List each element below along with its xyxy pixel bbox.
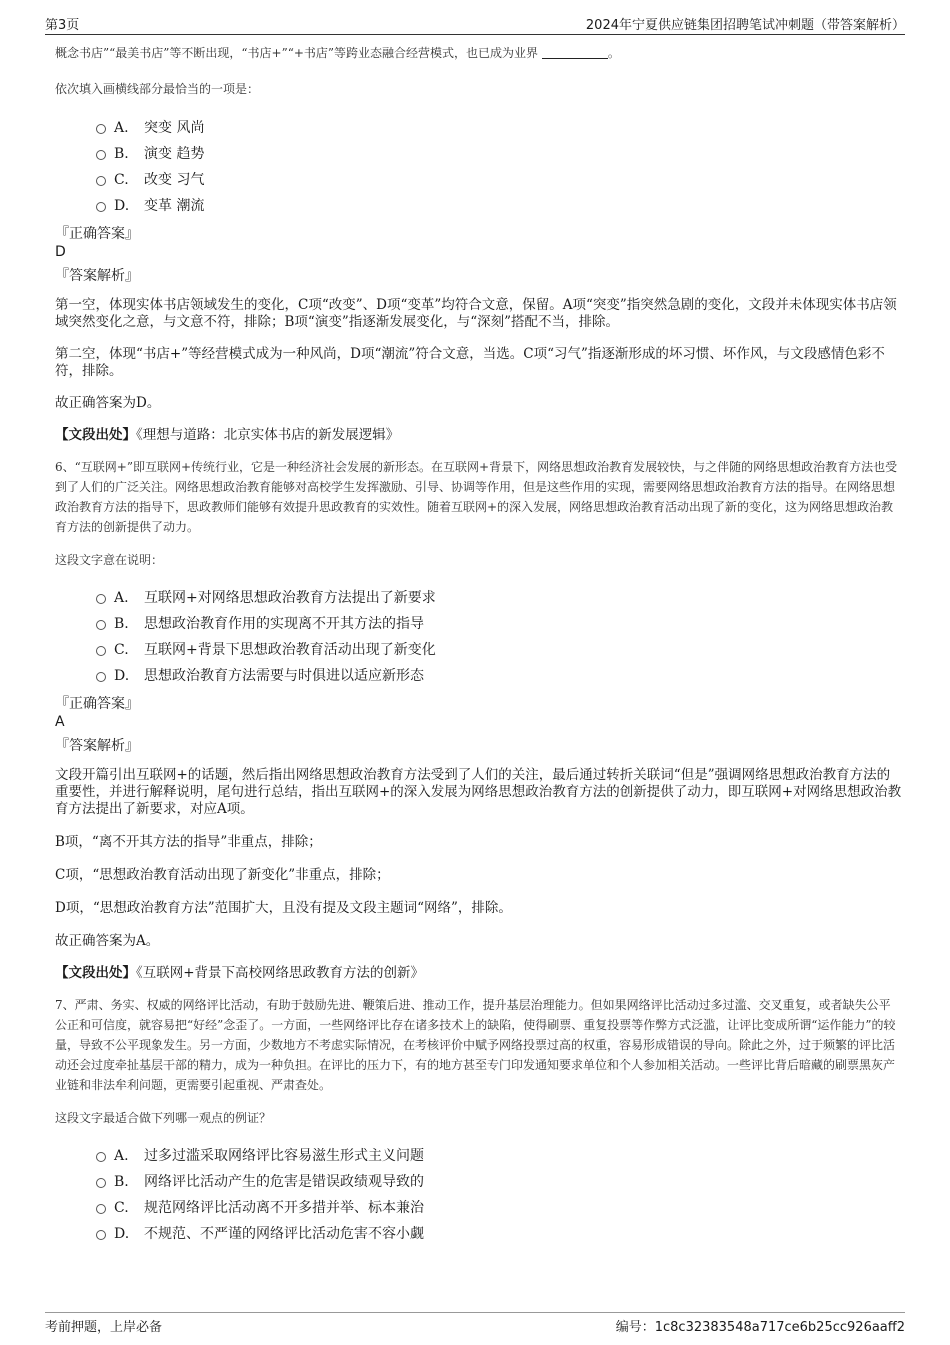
q6-prompt: 这段文字意在说明： <box>55 553 164 567</box>
q6-analysis-4: D项，“思想政治教育方法”范围扩大，且没有提及文段主题词“网络”，排除。 <box>55 900 512 916</box>
q7-options <box>55 1143 902 1247</box>
q6-answer-label: 『正确答案』 <box>55 696 139 712</box>
page-content <box>55 42 902 1247</box>
radio-icon[interactable] <box>96 646 106 656</box>
document-code: 编号：1c8c32383548a717ce6b25cc926aaff2 <box>615 1320 905 1335</box>
radio-icon[interactable] <box>96 1152 106 1162</box>
q6-source: 【文段出处】《互联网+背景下高校网络思政教育方法的创新》 <box>55 965 425 981</box>
document-title: 2024年宁夏供应链集团招聘笔试冲刺题（带答案解析） <box>585 18 905 33</box>
radio-icon[interactable] <box>96 124 106 134</box>
q6-option-a[interactable]: A . 互联网+对网络思想政治教育方法提出了新要求 <box>96 585 902 611</box>
q5-option-b[interactable]: B . 演变 趋势 <box>96 141 902 167</box>
q5-answer-label: 『正确答案』 <box>55 226 139 242</box>
q5-analysis-label: 『答案解析』 <box>55 268 139 284</box>
q7-text: 7、严肃、务实、权威的网络评比活动，有助于鼓励先进、鞭策后进、推动工作，提升基层治理能力。但如果网络评比活动过多过滥、交叉重复，或者缺失公平公正和可信度，就容易把“好经”念歪了。一方面，一些网络评比存在诸多技术上的缺陷，使得刷票、重复投票等作弊方式泛滥，让评比变成所谓“运作能力”的较量，导致不公平现象发生。另一方面，少数地方不考虑实际情况，在考核评价中赋予网络投票过高的权重，容易形成错误的导向。除此之外，过于频繁的评比活动还会过度牵扯基层干部的精力，成为一种负担。在评比的压力下，有的地方甚至专门印发通知要求单位和个人参加相关活动。一些评比背后暗藏的刷票黑灰产业链和非法牟利问题，更需要引起重视、严肃查处。 <box>55 998 896 1092</box>
q7-option-a[interactable]: A . 过多过滥采取网络评比容易滋生形式主义问题 <box>96 1143 902 1169</box>
q6-analysis-1: 文段开篇引出互联网+的话题，然后指出网络思想政治教育方法受到了人们的关注，最后通过转折关联词“但是”强调网络思想政治教育方法的重要性，并进行解释说明，尾句进行总结，指出互联网+的深入发展为网络思想政治教育方法的创新提供了动力，即互联网+对网络思想政治教育方法提出了新要求，对应A项。 <box>55 767 902 817</box>
q6-option-b[interactable]: B . 思想政治教育作用的实现离不开其方法的指导 <box>96 611 902 637</box>
q6-text: 6、“互联网+”即互联网+传统行业，它是一种经济社会发展的新形态。在互联网+背景下，网络思想政治教育发展较快，与之伴随的网络思想政治教育方法也受到了人们的广泛关注。网络思想政治教育能够对高校学生发挥激励、引导、协调等作用，但是这些作用的实现，需要网络思想政治教育方法的指导。在网络思想政治教育方法的指导下，思政教师们能够有效提升思政教育的实效性。随着互联网+的深入发展，网络思想政治教育活动出现了新的变化，这为网络思想政治教育方法的创新提供了动力。 <box>55 460 898 534</box>
q7-option-c[interactable]: C . 规范网络评比活动离不开多措并举、标本兼治 <box>96 1195 902 1221</box>
radio-icon[interactable] <box>96 620 106 630</box>
q5-option-d[interactable]: D . 变革 潮流 <box>96 193 902 219</box>
fill-blank <box>542 46 608 59</box>
q5-option-a[interactable]: A . 突变 风尚 <box>96 115 902 141</box>
q6-analysis-2: B项，“离不开其方法的指导”非重点，排除； <box>55 834 322 850</box>
q5-answer: D <box>55 244 66 260</box>
q5-option-c[interactable]: C . 改变 习气 <box>96 167 902 193</box>
q5-analysis-3: 故正确答案为D。 <box>55 395 161 411</box>
page-footer <box>45 1312 905 1333</box>
radio-icon[interactable] <box>96 672 106 682</box>
radio-icon[interactable] <box>96 176 106 186</box>
page-number: 第3页 <box>45 18 80 33</box>
q7-prompt: 这段文字最适合做下列哪一观点的例证？ <box>55 1111 272 1125</box>
q6-option-c[interactable]: C . 互联网+背景下思想政治教育活动出现了新变化 <box>96 637 902 663</box>
radio-icon[interactable] <box>96 150 106 160</box>
q6-analysis-5: 故正确答案为A。 <box>55 933 160 949</box>
q5-prompt: 依次填入画横线部分最恰当的一项是： <box>55 82 260 96</box>
page-header <box>45 12 905 35</box>
q5-text-tail: 概念书店”“最美书店”等不断出现，“书店+”“+书店”等跨业态融合经营模式，也已成为业界 。 <box>55 46 620 60</box>
q6-option-d[interactable]: D . 思想政治教育方法需要与时俱进以适应新形态 <box>96 663 902 689</box>
q7-option-b[interactable]: B . 网络评比活动产生的危害是错误政绩观导致的 <box>96 1169 902 1195</box>
q6-analysis-label: 『答案解析』 <box>55 738 139 754</box>
q6-answer: A <box>55 714 65 730</box>
q7-option-d[interactable]: D . 不规范、不严谨的网络评比活动危害不容小觑 <box>96 1221 902 1247</box>
radio-icon[interactable] <box>96 1178 106 1188</box>
radio-icon[interactable] <box>96 1204 106 1214</box>
q5-analysis-1: 第一空，体现实体书店领域发生的变化，C项“改变”、D项“变革”均符合文意，保留。A项“突变”指突然急剧的变化，文段并未体现实体书店领域突然变化之意，与文意不符，排除；B项“演变”指逐渐发展变化，与“深刻”搭配不当，排除。 <box>55 297 897 330</box>
q5-options <box>55 115 902 219</box>
q6-analysis-3: C项，“思想政治教育活动出现了新变化”非重点，排除； <box>55 867 390 883</box>
footer-slogan: 考前押题，上岸必备 <box>45 1320 163 1335</box>
radio-icon[interactable] <box>96 1230 106 1240</box>
q5-analysis-2: 第二空，体现“书店+”等经营模式成为一种风尚，D项“潮流”符合文意，当选。C项“习气”指逐渐形成的坏习惯、坏作风，与文段感情色彩不符，排除。 <box>55 346 885 379</box>
q5-source: 【文段出处】《理想与道路：北京实体书店的新发展逻辑》 <box>55 427 400 443</box>
radio-icon[interactable] <box>96 202 106 212</box>
q6-options <box>55 585 902 689</box>
radio-icon[interactable] <box>96 594 106 604</box>
